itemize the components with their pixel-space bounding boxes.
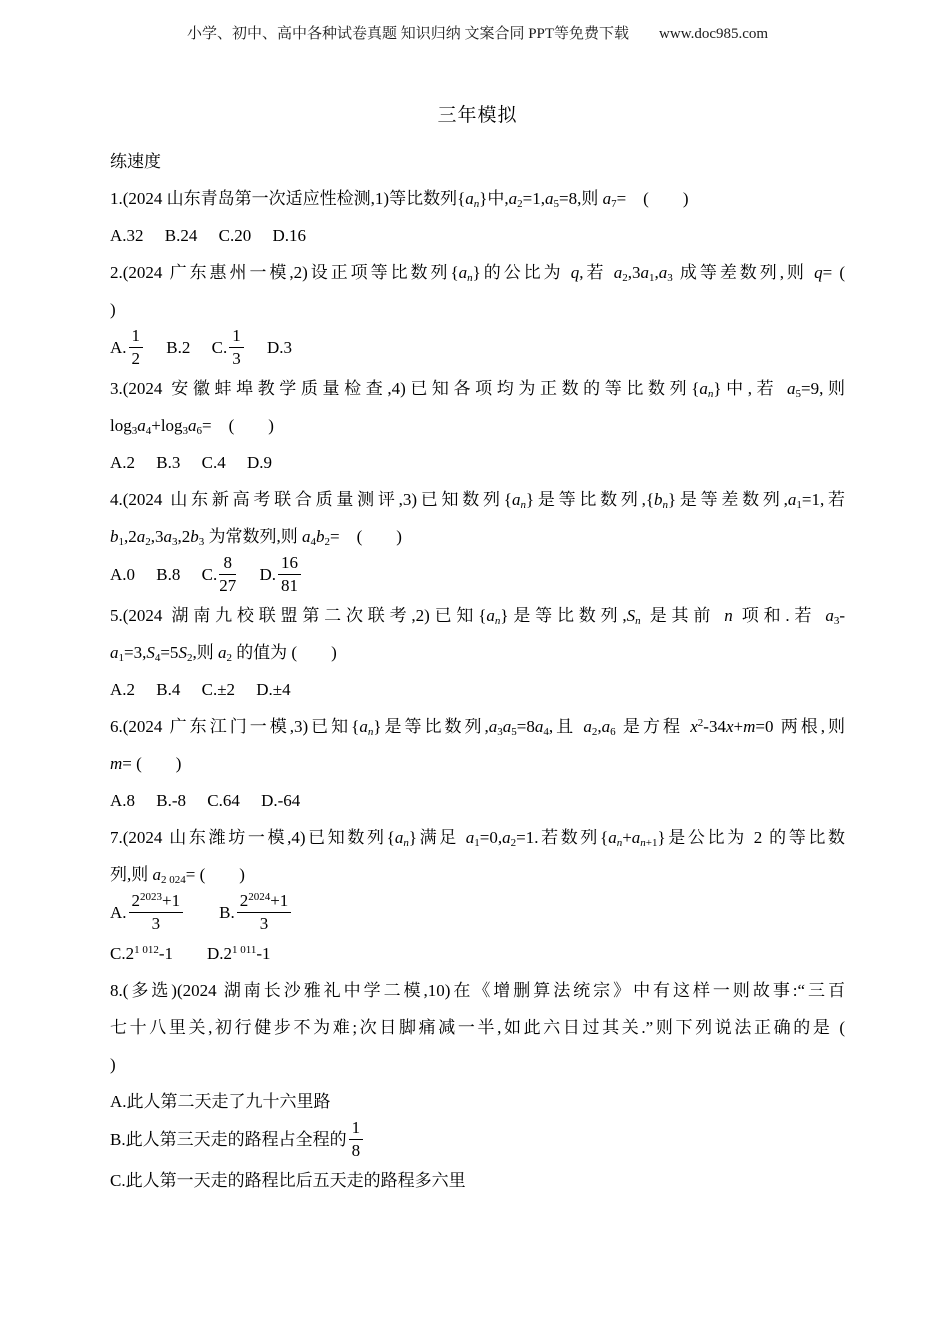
problem-8-stem-line3: ) xyxy=(110,1055,116,1075)
problem-5 xyxy=(110,597,845,708)
problem-5-stem-line2: $a_1=3,S_4=5S_2$,则 $a_2$ 的值为 ( ) xyxy=(110,643,337,664)
problem-6-stem-line1: 6.(2024 广东江门一模,3)已知$\{a_n\}$是等比数列$,a_3a_5=8a_4$,且 $a_2,a_6$ 是方程 $x^2-34x+m=0$ 两根,则 xyxy=(110,717,846,738)
problem-7-options-cd: $C.2^{1 012}-1$ $D.2^{1 011}-1$ xyxy=(110,944,271,964)
problem-2-stem-line1: 2.(2024 广东惠州一模,2)设正项等比数列$\{a_n\}$的公比为 q,若 $a_2,3a_1,a_3$ 成等差数列,则 q= ( xyxy=(110,263,846,284)
problem-2-stem-line2: ) xyxy=(110,300,116,319)
problem-8-option-b: B.此人第三天走的路程占全程的 $\frac{1}{8}$ xyxy=(110,1120,845,1162)
problem-7-stem-line2: 列,则 $a_{2 024}=$ ( ) xyxy=(110,865,245,886)
problem-8-stem-line2: 七十八里关,初行健步不为难;次日脚痛减一半,如此六日过其关.”则下列说法正确的是 ( xyxy=(110,1018,845,1038)
document-title: 三年模拟 xyxy=(437,105,518,126)
problem-5-stem-line1: 5.(2024 湖南九校联盟第二次联考,2)已知$\{a_n\}$是等比数列$,S_n$ 是其前 n 项和.若 $a_3-$ xyxy=(110,606,846,627)
problem-6 xyxy=(110,708,845,819)
problem-3-options: A.2 B.3 C.4 D.9 xyxy=(110,453,272,473)
section-label: 练速度 xyxy=(110,152,161,171)
problem-8-option-c: C.此人第一天走的路程比后五天走的路程多六里 xyxy=(110,1171,466,1191)
problem-6-options: A.8 B.-8 C.64 D.-64 xyxy=(110,791,301,811)
problem-8-stem-line1: 8.(多选)(2024 湖南长沙雅礼中学二模,10)在《增删算法统宗》中有这样一则故事:“三百 xyxy=(110,981,845,1001)
problem-7 xyxy=(110,819,845,972)
problem-7-options-ab: A. $\frac{2^{2023}+1}{3}$ B. $\frac{2^{2024}+1}{3}$ xyxy=(110,893,845,935)
problem-4 xyxy=(110,481,845,597)
header-site-url: www.doc985.com xyxy=(659,26,769,42)
problem-4-options: A.0 B.8 C. $\frac{8}{27}$ D. $\frac{16}{81}$ xyxy=(110,555,845,597)
problem-4-stem-line2: $b_1,2a_2,3a_3,2b_3$ 为常数列,则 $a_4b_2=$ ( ) xyxy=(110,527,402,548)
header-promo-text: 小学、初中、高中各种试卷真题 知识归纳 文案合同 PPT等免费下载 xyxy=(186,26,630,42)
problem-5-options: A.2 B.4 C.±2 D.±4 xyxy=(110,680,291,700)
problem-2 xyxy=(110,254,845,370)
problem-6-stem-line2: m= ( ) xyxy=(110,754,182,774)
problem-3 xyxy=(110,370,845,481)
problem-8 xyxy=(110,972,845,1199)
problem-2-options: A. $\frac{1}{2}$ B.2 C. $\frac{1}{3}$ D.3 xyxy=(110,326,292,368)
problem-1-options: A.32 B.24 C.20 D.16 xyxy=(110,226,306,245)
problem-1-stem: 1.(2024 山东青岛第一次适应性检测,1)等比数列$\{a_n\}$中$,a_2=1,a_5=8$,则 $a_7=$ ( ) xyxy=(110,189,689,210)
page-header xyxy=(110,24,845,45)
problem-1 xyxy=(110,180,845,254)
problem-3-stem-line2: $\log_3a_4+\log_3a_6=$ ( ) xyxy=(110,416,274,437)
problem-7-stem-line1: 7.(2024 山东潍坊一模,4)已知数列$\{a_n\}$满足 $a_1=0,a_2=1$.若数列$\{a_n+a_{n+1}\}$是公比为 2 的等比数 xyxy=(110,828,845,849)
problem-8-option-a: A.此人第二天走了九十六里路 xyxy=(110,1092,331,1112)
problem-4-stem-line1: 4.(2024 山东新高考联合质量测评,3)已知数列$\{a_n\}$是等比数列$,\{b_n\}$是等差数列$,a_1=1$,若 xyxy=(110,490,845,511)
document-body xyxy=(110,143,845,1199)
problem-3-stem-line1: 3.(2024 安徽蚌埠教学质量检查,4)已知各项均为正数的等比数列$\{a_n\}$中,若 $a_5=9$,则 xyxy=(110,379,845,400)
